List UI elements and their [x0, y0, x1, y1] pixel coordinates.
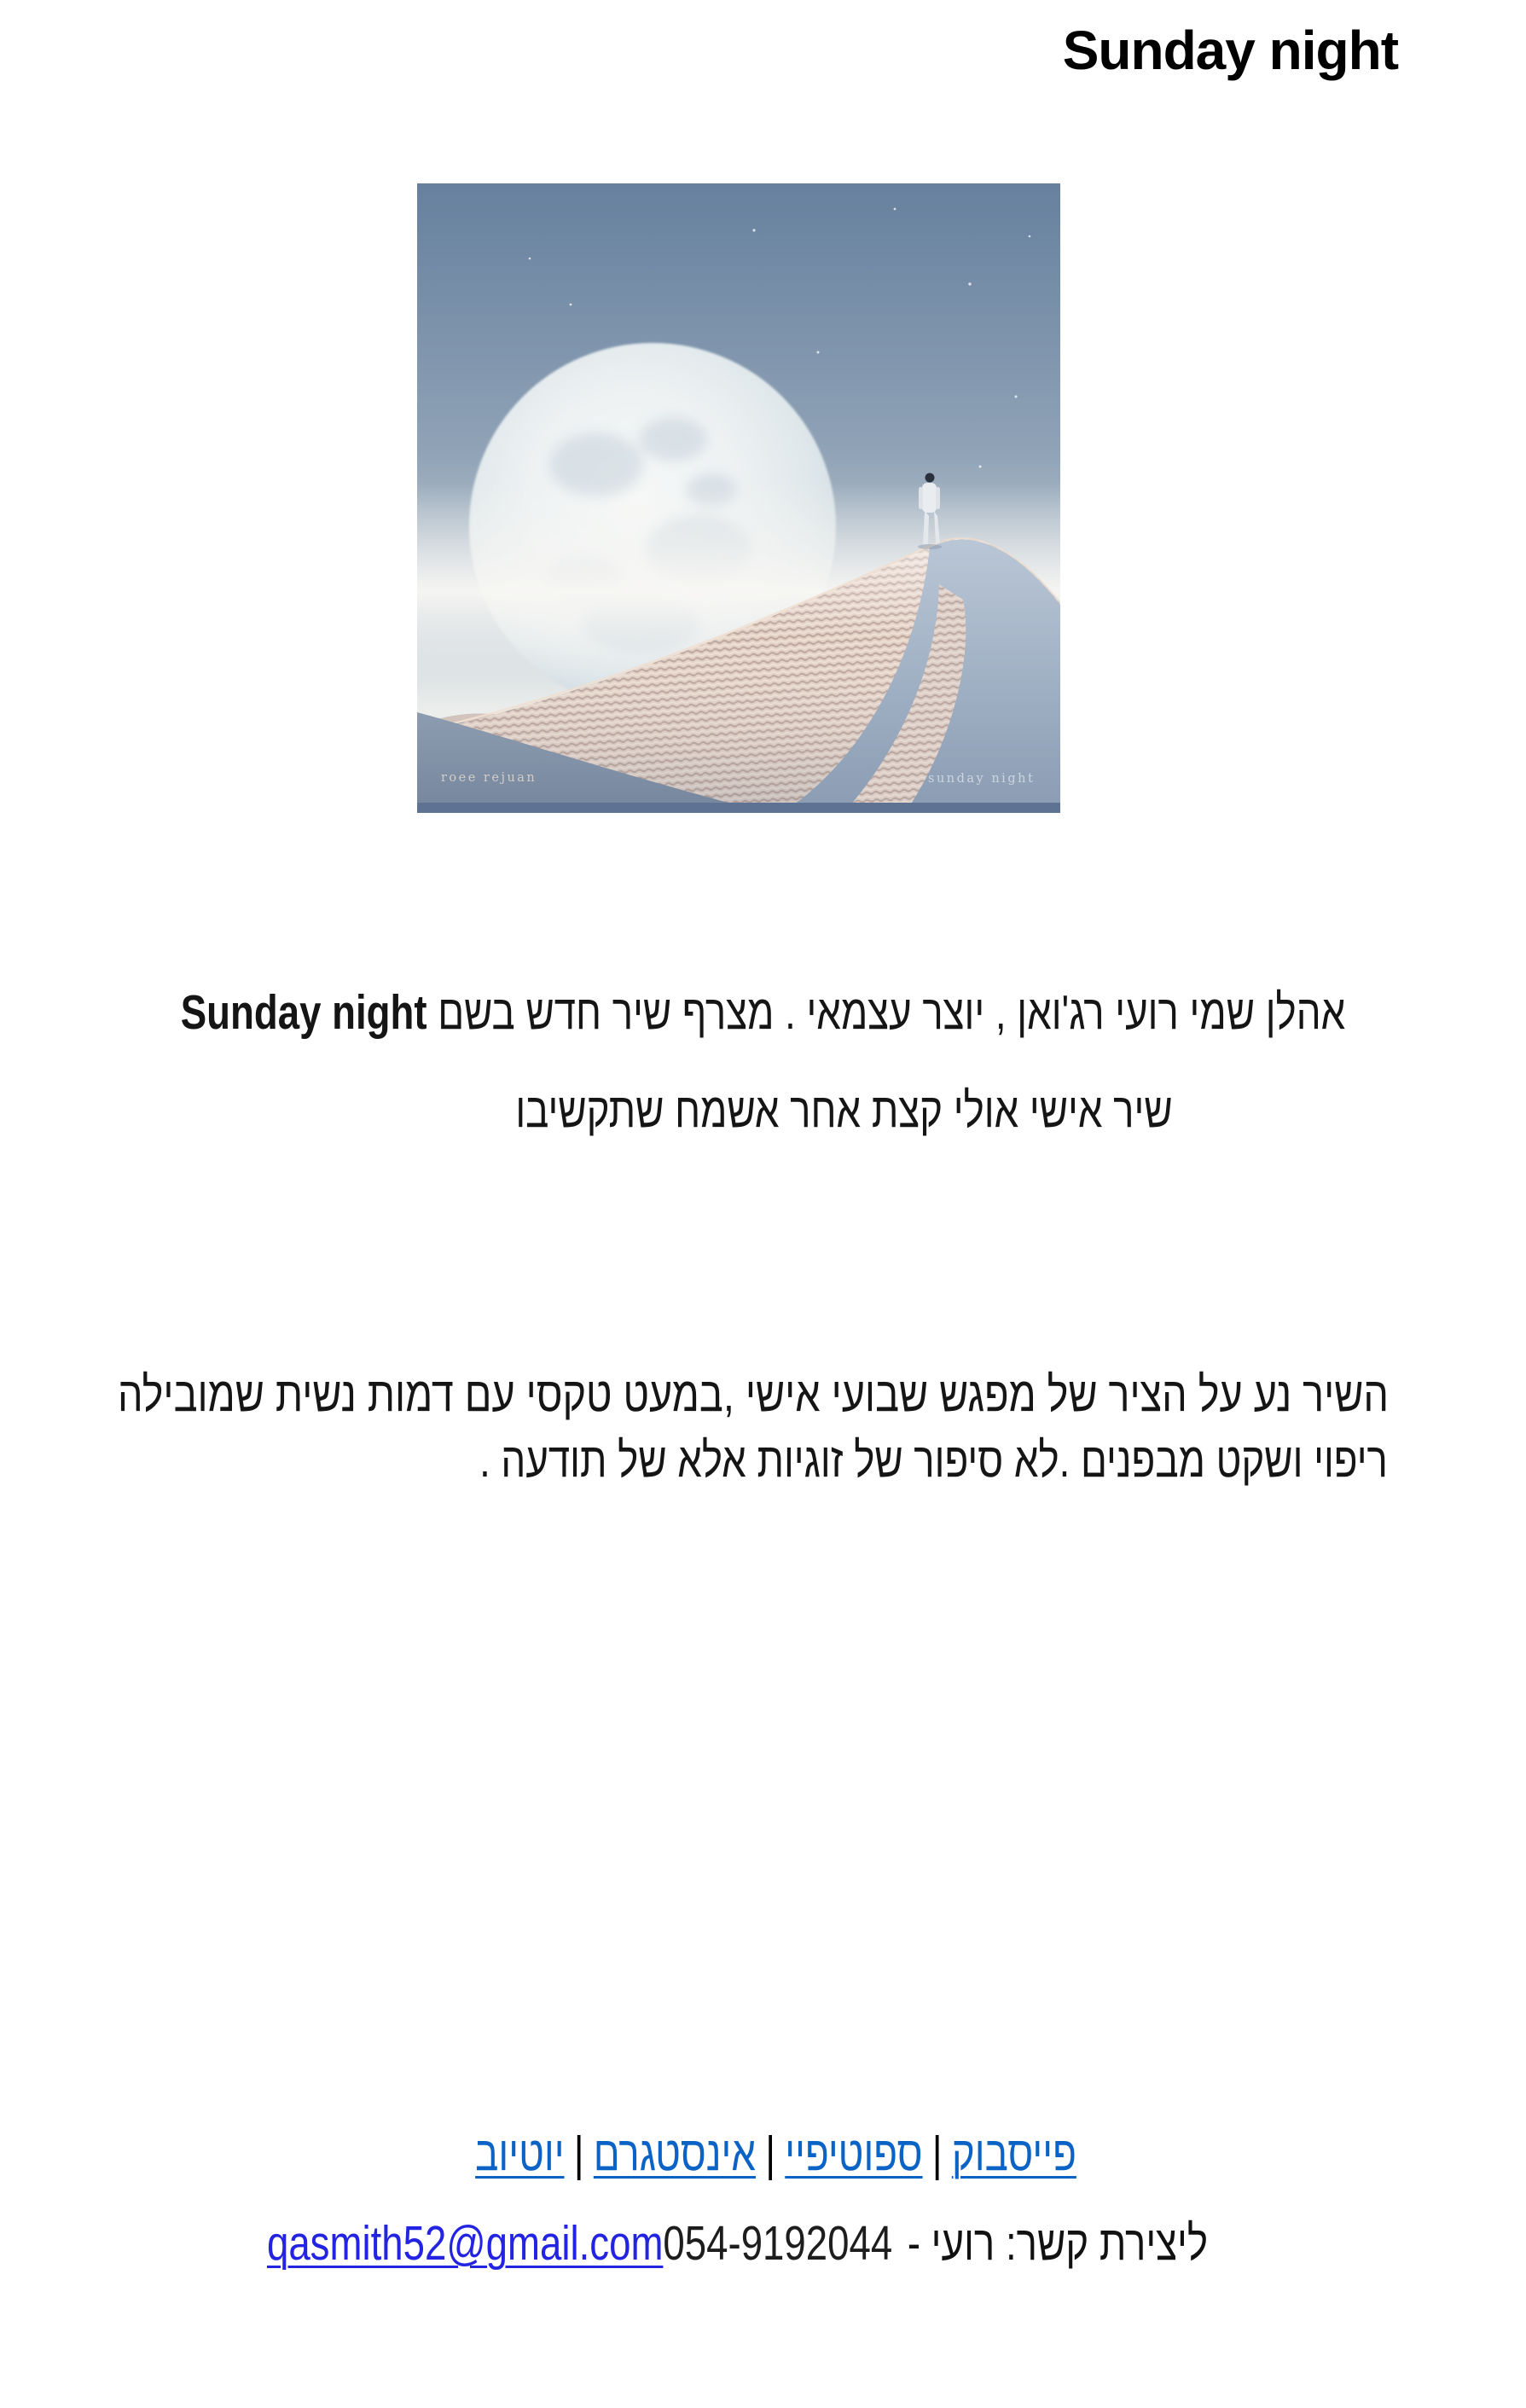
link-separator: |: [931, 2127, 943, 2181]
youtube-link[interactable]: יוטיוב: [475, 2127, 565, 2181]
description-line-2: ריפוי ושקט מבפנים .לא סיפור של זוגיות אלא של תודעה .: [479, 1433, 1388, 1488]
intro-line-1-text: אהלן שמי רועי רג'ואן , יוצר עצמאי . מצרף שיר חדש בשם: [426, 985, 1346, 1040]
intro-line-1: [153, 984, 1373, 1042]
link-separator: |: [573, 2127, 584, 2181]
email-link[interactable]: qasmith52@gmail.com: [266, 2216, 664, 2271]
link-separator: |: [765, 2127, 776, 2181]
facebook-link[interactable]: פייסבוק: [951, 2127, 1076, 2181]
album-cover-graphic: [417, 183, 1060, 813]
intro-song-name: Sunday night: [180, 985, 427, 1040]
page-title: Sunday night: [1062, 20, 1398, 81]
album-cover-image: [417, 183, 1060, 813]
spotify-link[interactable]: ספוטיפיי: [785, 2127, 923, 2181]
social-links-row: [165, 2125, 1386, 2183]
intro-line-2: שיר אישי אולי קצת אחר אשמח שתקשיבו: [515, 1083, 1173, 1138]
instagram-link[interactable]: אינסטגרם: [593, 2127, 756, 2181]
album-title-label: sunday night: [928, 772, 1036, 786]
contact-label: ליצירת קשר: רועי -: [907, 2216, 1209, 2271]
description-line-1: השיר נע על הציר של מפגש שבועי אישי ,במעט טקסי עם דמות נשית שמובילה: [117, 1367, 1389, 1422]
phone-number: 054-9192044: [663, 2216, 893, 2271]
artist-label: roee rejuan: [441, 771, 537, 785]
contact-row: [127, 2214, 1348, 2272]
